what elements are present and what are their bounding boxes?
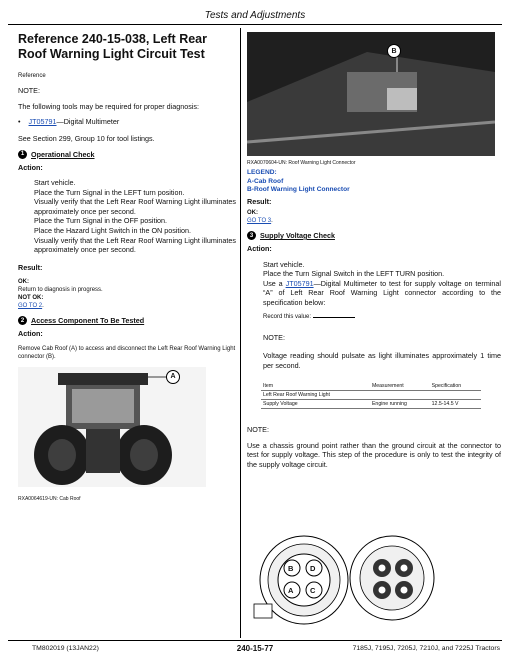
instruction-line: Place the Turn Signal in the LEFT turn position. <box>34 187 185 197</box>
footer-rule <box>8 640 502 641</box>
action-label: Action: <box>18 329 43 339</box>
instruction-line: Start vehicle. <box>263 259 305 269</box>
step-2-text: Remove Cab Roof (A) to access and disconnect the Left Rear Roof Warning Light connector (B). <box>18 345 236 360</box>
instruction-line: Visually verify that the Left Rear Roof Warning Light illuminates approximately once per second. <box>34 235 236 255</box>
step-1-heading <box>18 150 236 159</box>
tool-desc: —Digital Multimeter <box>56 117 120 126</box>
step-label: Operational Check <box>31 149 95 159</box>
table-cell: Supply Voltage <box>261 400 370 409</box>
step-1-instructions <box>18 178 236 255</box>
header-rule <box>8 24 502 25</box>
record-label: Record this value: <box>263 314 312 321</box>
footer-doc-id: TM802019 (13JAN22) <box>32 645 99 652</box>
legend-item-b: B-Roof Warning Light Connector <box>247 186 350 193</box>
multimeter-link[interactable]: JT05791 <box>285 278 314 288</box>
tractor-rear-illustration <box>18 367 206 487</box>
table-cell <box>370 391 430 400</box>
record-blank <box>313 317 355 318</box>
cab-roof-photo <box>18 367 206 487</box>
reference-label: Reference <box>18 73 46 79</box>
tool-link[interactable]: JT05791 <box>28 117 57 126</box>
table-header-row <box>261 382 481 391</box>
photo-caption: RXA0070604-UN: Roof Warning Light Connector <box>247 160 356 166</box>
table-row <box>261 391 481 400</box>
ok-text: Return to diagnosis in progress. <box>18 287 103 294</box>
spec-table <box>261 382 481 409</box>
instruction-line: Start vehicle. <box>34 178 76 187</box>
bullet-mark: • <box>18 117 21 126</box>
connector-photo <box>247 32 495 156</box>
terminal-label-d: D <box>310 564 316 573</box>
table-cell <box>430 391 481 400</box>
see-section: See Section 299, Group 10 for tool listings. <box>18 134 155 143</box>
step-label: Access Component To Be Tested <box>31 316 145 326</box>
step-number-icon: 1 <box>18 150 27 159</box>
callout-b: B <box>387 44 401 58</box>
callout-a: A <box>166 370 180 384</box>
note-label: NOTE: <box>247 425 269 435</box>
table-cell: Engine running <box>370 400 430 409</box>
right-column: B RXA0070604-UN: Roof Warning Light Connector LEGEND: A-Cab Roof B-Roof Warning Light Connector Result: OK: GO TO 3. 3 Supply Voltage Check Action: Start vehicle. Place the Turn Signal Switch in the LEFT TURN position. Use a JT05791—Digital Multimeter to test for supply voltage on terminal “A” of Left Rear Roof Warning Light connector according to the specification below: Record this value: NOTE: Voltage reading should pulsate as light illuminates approximately 1 time per second. Item Measurement Specification Left Rear Roof Warning Light Supply Voltage Engine running 12.5-14.5 V NOTE: Use a chassis ground point rather than the ground circuit at the connector to test for supply voltage. This step of the procedure is only to test the integrity of the supply voltage circuit. <box>247 32 501 475</box>
photo-caption: RXA0064619-UN: Cab Roof <box>18 495 81 502</box>
note-text: Voltage reading should pulsate as light illuminates approximately 1 time per second. <box>263 351 501 370</box>
table-cell: Left Rear Roof Warning Light <box>261 391 370 400</box>
table-header: Measurement <box>370 382 430 391</box>
instruction-line <box>263 279 501 308</box>
table-row <box>261 400 481 409</box>
footer-page-number: 240-15-77 <box>236 644 274 653</box>
table-header: Specification <box>430 382 481 391</box>
goto-2-link[interactable]: GO TO 2 <box>18 303 43 310</box>
tools-intro: The following tools may be required for proper diagnosis: <box>18 101 199 111</box>
terminal-label-a: A <box>288 586 294 595</box>
not-ok-label: NOT OK: <box>18 295 44 302</box>
ok-label: OK: <box>247 210 258 216</box>
step-label: Supply Voltage Check <box>260 231 335 240</box>
terminal-label-c: C <box>310 586 316 595</box>
note-text: Use a chassis ground point rather than the ground circuit at the connector to test for supply voltage. This step of the procedure is only to test the integrity of the supply voltage circuit. <box>247 440 501 469</box>
step-number-icon: 3 <box>247 231 256 240</box>
table-cell: 12.5-14.5 V <box>430 400 481 409</box>
connector-diagram <box>252 520 452 630</box>
footer-models: 7185J, 7195J, 7205J, 7210J, and 7225J Tractors <box>352 645 500 652</box>
roof-connector-illustration <box>247 32 495 156</box>
column-divider <box>240 28 241 638</box>
instruction-line: Place the Turn Signal Switch in the LEFT TURN position. <box>263 269 445 279</box>
instruction-line: Place the Turn Signal in the OFF position. <box>34 216 168 226</box>
record-value <box>263 313 501 321</box>
section-title: Reference 240-15-038, Left Rear Roof Warning Light Circuit Test <box>18 32 207 61</box>
instruction-line: Place the Hazard Light Switch in the ON position. <box>34 225 192 235</box>
result-label: Result: <box>18 262 43 272</box>
ok-label: OK: <box>18 279 29 286</box>
note-label: NOTE: <box>18 86 40 95</box>
page-header: Tests and Adjustments <box>204 10 306 21</box>
table-header: Item <box>261 382 370 391</box>
step-2-heading <box>18 316 236 325</box>
legend-item-a: A-Cab Roof <box>247 177 284 185</box>
result-label: Result: <box>247 196 272 206</box>
instruction-rest: —Digital Multimeter to test for supply voltage on terminal “A” of Left Rear Roof Warning Light connector according to the specification below: <box>263 278 501 307</box>
step-number-icon: 2 <box>18 316 27 325</box>
goto-3-link[interactable]: GO TO 3 <box>247 218 272 224</box>
step-3-instructions <box>247 260 501 371</box>
action-label: Action: <box>18 162 43 172</box>
tool-item <box>18 117 236 126</box>
note-label: NOTE: <box>263 333 285 343</box>
terminal-label-b: B <box>288 564 294 573</box>
use-a-text: Use a <box>263 278 283 288</box>
left-column: Reference 240-15-038, Left Rear Roof Warning Light Circuit Test Reference NOTE: The following tools may be required for proper diagnosis: • JT05791—Digital Multimeter See Section 299, Group 10 for tool listings. 1 Operational Check Action: Start vehicle. Place the Turn Signal in the LEFT turn position. Visually verify that the Left Rear Roof Warning Light illuminates approximately once per second. Place the Turn Signal in the OFF position. Place the Hazard Light Switch in the ON position. Visually verify that the Left Rear Roof Warning Light illuminates approximately once per second. Result: OK: Return to diagnosis in progress. NOT OK: GO TO 2. 2 Access Component To Be Tested Action: Remove Cab Roof (A) to access and disconnect the Left Rear Roof Warning Light connector (B). A RXA0064619-UN: Cab Roof <box>18 32 236 502</box>
instruction-line: Visually verify that the Left Rear Roof Warning Light illuminates approximately once per second. <box>34 197 236 216</box>
step-3-heading <box>247 231 501 240</box>
legend-title: LEGEND: <box>247 169 277 176</box>
action-label: Action: <box>247 244 272 253</box>
